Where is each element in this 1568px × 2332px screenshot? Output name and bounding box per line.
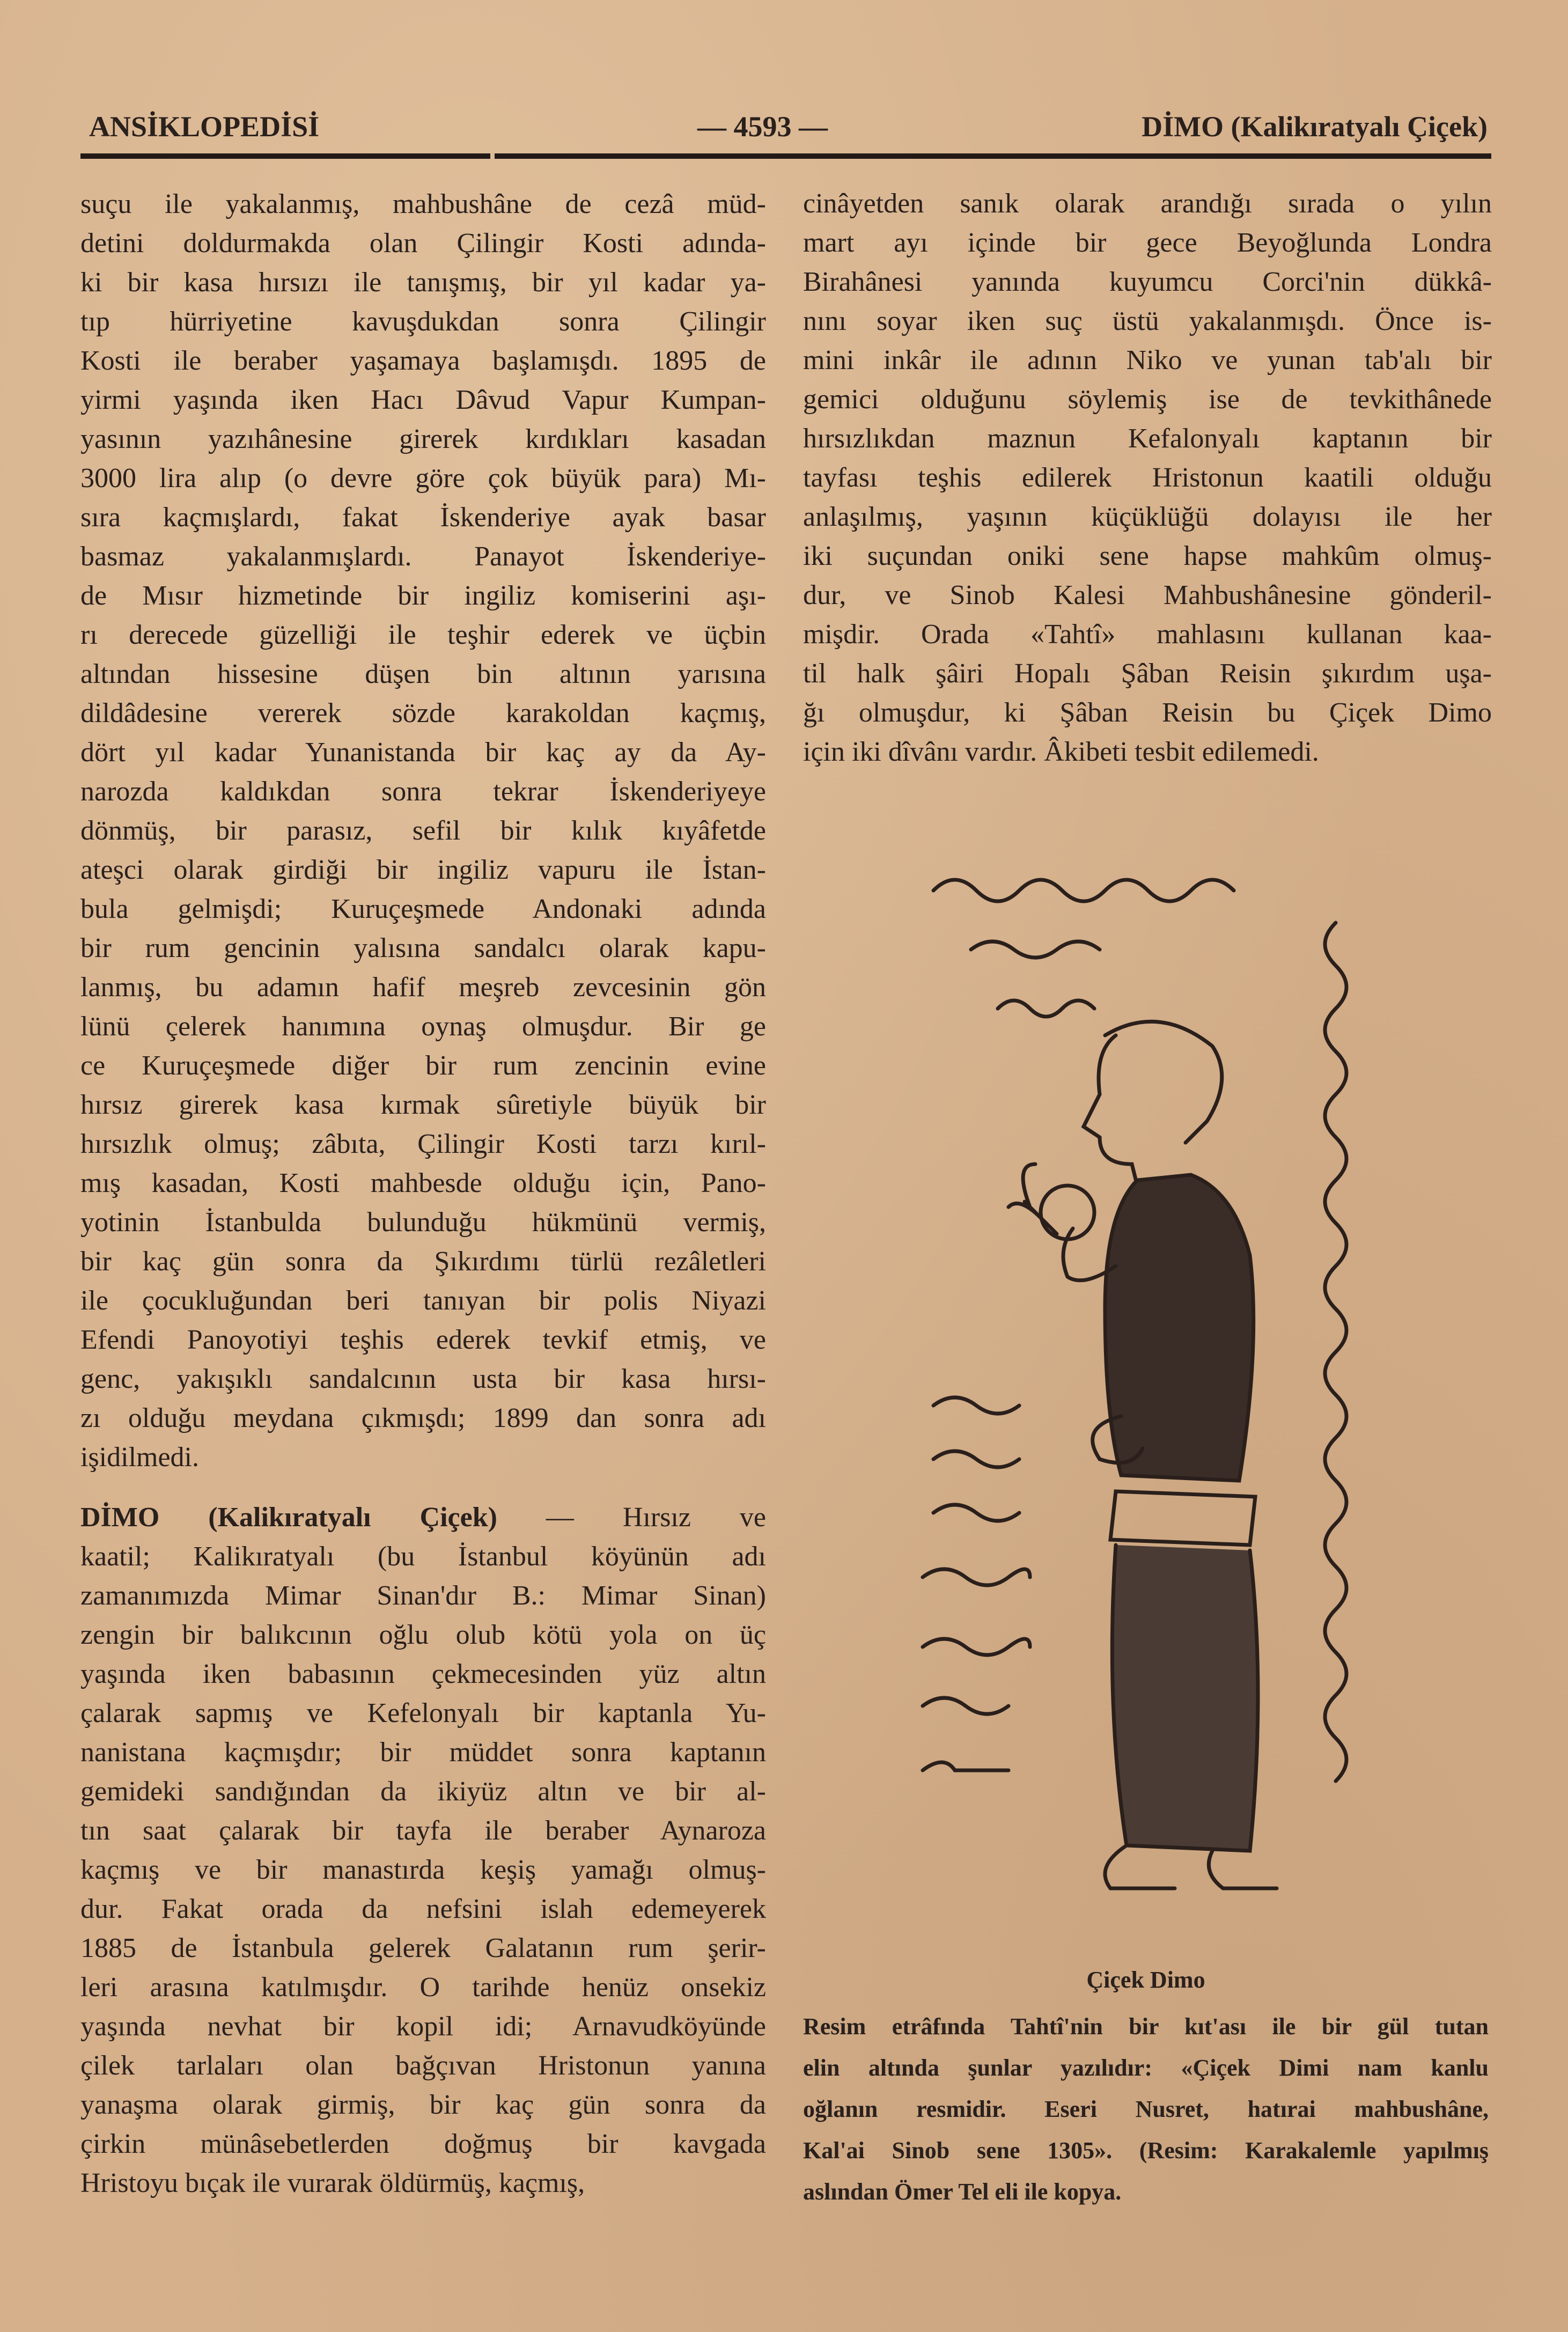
face-profile — [1084, 1035, 1137, 1186]
text-line: leri arasına katılmışdır. O tarihde henüz onsekiz — [80, 1972, 766, 2003]
caption-line: aslından Ömer Tel eli ile kopya. — [803, 2179, 1122, 2205]
text-line: dört yıl kadar Yunanistanda bir kaç ay da Ay- — [80, 737, 766, 768]
text-line: tın saat çalarak bir tayfa ile beraber Aynaroza — [80, 1815, 766, 1846]
text-line: hırsızlık olmuş; zâbıta, Çilingir Kosti tarzı kırıl- — [80, 1129, 766, 1159]
text-line: til halk şâiri Hopalı Şâban Reisin şıkırdım uşa- — [803, 658, 1492, 689]
text-line: zengin bir balıkcının oğlu olub kötü yola on üç — [80, 1620, 766, 1650]
caption-line: elin altında şunlar yazılıdır: «Çiçek Dimi nam kanlu — [803, 2055, 1489, 2081]
text-line: sıra kaçmışlardı, fakat İskenderiye ayak basar — [80, 502, 766, 533]
text-line: nını soyar iken suç üstü yakalanmışdı. Önce is- — [803, 306, 1492, 336]
text-line: basmaz yakalanmışlardı. Panayot İskenderiye- — [80, 541, 766, 572]
text-line: narozda kaldıkdan sonra tekrar İskenderiyeye — [80, 776, 766, 807]
text-line: yanaşma olarak girmiş, bir kaç gün sonra da — [80, 2090, 766, 2120]
text-line: 1885 de İstanbula gelerek Galatanın rum şerir- — [80, 1933, 766, 1963]
text-line: ateşci olarak girdiği bir ingiliz vapuru ile İstan- — [80, 855, 766, 885]
hair — [1105, 1021, 1222, 1143]
text-line: altından hissesine düşen bin altının yarısına — [80, 659, 766, 689]
text-line: cinâyetden sanık olarak arandığı sırada o yılın — [803, 188, 1492, 219]
text-line: çilek tarlaları olan bağçıvan Hristonun yanına — [80, 2050, 766, 2081]
figure-caption — [803, 2006, 1489, 2212]
text-line: Hristoyu bıçak ile vurarak öldürmüş, kaçmış, — [80, 2168, 585, 2198]
text-line: mini inkâr ile adının Niko ve yunan tab'alı bir — [803, 345, 1492, 376]
portrait-drawing — [890, 858, 1384, 1953]
text-line: zı olduğu meydana çıkmışdı; 1899 dan sonra adı — [80, 1403, 766, 1433]
entry-body — [80, 1537, 766, 2203]
text-line: tıp hürriyetine kavuşdukdan sonra Çilingir — [80, 306, 766, 337]
text-line: yirmi yaşında iken Hacı Dâvud Vapur Kumpan- — [80, 385, 766, 415]
text-line: ce Kuruçeşmede diğer bir rum zencinin evine — [80, 1050, 766, 1081]
text-line: dur, ve Sinob Kalesi Mahbushânesine gönderil- — [803, 580, 1492, 610]
running-head-right: DİMO (Kalikıratyalı Çiçek) — [1142, 111, 1488, 143]
text-line: hırsızlıkdan maznun Kefalonyalı kaptanın bir — [803, 423, 1492, 454]
text-line: iki suçundan oniki sene hapse mahkûm olmuş- — [803, 541, 1492, 571]
text-line: ki bir kasa hırsızı ile tanışmış, bir yıl kadar ya- — [80, 267, 766, 298]
portrait-illustration — [890, 858, 1384, 1953]
text-line: 3000 lira alıp (o devre göre çok büyük para) Mı- — [80, 463, 766, 494]
text-line: Kosti ile beraber yaşamaya başlamışdı. 1895 de — [80, 345, 766, 376]
text-line: gemideki sandığından da ikiyüz altın ve bir al- — [80, 1776, 766, 1807]
text-line: suçu ile yakalanmış, mahbushâne de cezâ müd- — [80, 189, 766, 219]
text-line: dur. Fakat orada da nefsini islah edemeyerek — [80, 1894, 766, 1924]
calligraphy-inscription — [923, 1397, 1030, 1770]
text-line: gemici olduğunu söylemiş ise de tevkithânede — [803, 384, 1492, 415]
text-line: tayfası teşhis edilerek Hristonun kaatili olduğu — [803, 462, 1492, 493]
text-line: anlaşılmış, yaşının küçüklüğü dolayısı ile her — [803, 502, 1492, 532]
rose-stem — [1008, 1164, 1057, 1234]
text-line: ğı olmuşdur, ki Şâban Reisin bu Çiçek Dimo — [803, 697, 1492, 728]
text-line: lanmış, bu adamın hafif meşreb zevcesinin gön — [80, 972, 766, 1003]
text-line: işidilmedi. — [80, 1442, 199, 1473]
text-line: Efendi Panoyotiyi teşhis ederek tevkif etmiş, ve — [80, 1325, 766, 1355]
caption-line: Kal'ai Sinob sene 1305». (Resim: Karakalemle yapılmış — [803, 2137, 1489, 2164]
calligraphy-top — [933, 880, 1234, 901]
entry-heading-rest: — Hırsız ve — [497, 1502, 766, 1533]
header-rule-left — [80, 153, 490, 159]
trousers — [1112, 1545, 1258, 1851]
text-line: genc, yakışıklı sandalcının usta bir kasa hırsı- — [80, 1364, 766, 1394]
caption-line: Resim etrâfında Tahtî'nin bir kıt'ası ile bir gül tutan — [803, 2013, 1489, 2040]
text-line: çalarak sapmış ve Kefelonyalı bir kaptanla Yu- — [80, 1698, 766, 1728]
text-line: çirkin münâsebetlerden doğmuş bir kavgada — [80, 2129, 766, 2159]
text-line: mış kasadan, Kosti mahbesde olduğu için, Pano- — [80, 1168, 766, 1198]
sash — [1110, 1491, 1255, 1545]
text-line: için iki dîvânı vardır. Âkibeti tesbit edilemedi. — [803, 737, 1319, 767]
text-line: bir kaç gün sonra da Şıkırdımı türlü rezâletleri — [80, 1246, 766, 1277]
right-column — [803, 184, 1492, 771]
entry-heading-line — [80, 1498, 766, 1537]
text-line: rı derecede güzelliği ile teşhir ederek ve üçbin — [80, 620, 766, 650]
text-line: mişdir. Orada «Tahtî» mahlasını kullanan kaa- — [803, 619, 1492, 650]
text-line: kaatil; Kalikıratyalı (bu İstanbul köyünün adı — [80, 1541, 766, 1572]
calligraphy-right — [1325, 923, 1346, 1781]
page-number: — 4593 — — [697, 111, 828, 143]
figure-caption-title: Çiçek Dimo — [1086, 1967, 1205, 1993]
text-line: zamanımızda Mimar Sinan'dır B.: Mimar Sinan) — [80, 1580, 766, 1611]
text-line: yaşında nevhat bir kopil idi; Arnavudköyünde — [80, 2011, 766, 2042]
text-line: yasının yazıhânesine girerek kırdıkları kasadan — [80, 424, 766, 454]
text-line: detini doldurmakda olan Çilingir Kosti adında- — [80, 228, 766, 259]
text-line: dildâdesine vererek sözde karakoldan kaçmış, — [80, 698, 766, 729]
entry-heading: DİMO (Kalikıratyalı Çiçek) — [80, 1502, 497, 1533]
text-line: bula gelmişdi; Kuruçeşmede Andonaki adında — [80, 894, 766, 924]
text-line: dönmüş, bir parasız, sefil bir kılık kıyâfetde — [80, 815, 766, 846]
left-column-part-2 — [80, 1498, 766, 2203]
text-line: Birahânesi yanında kuyumcu Corci'nin dükkâ- — [803, 267, 1492, 297]
text-line: lünü çelerek hanımına oynaş olmuşdur. Bir ge — [80, 1011, 766, 1042]
text-line: de Mısır hizmetinde bir ingiliz komiserini aşı- — [80, 580, 766, 611]
vest — [1105, 1175, 1254, 1481]
text-line: bir rum gencinin yalısına sandalcı olarak kapu- — [80, 933, 766, 963]
rose — [1041, 1186, 1094, 1239]
caption-line: oğlanın resmidir. Eseri Nusret, hatırai mahbushâne, — [803, 2096, 1489, 2122]
text-line: nanistana kaçmışdır; bir müddet sonra kaptanın — [80, 1737, 766, 1768]
text-line: yotinin İstanbulda bulunduğu hükmünü vermiş, — [80, 1207, 766, 1238]
text-line: ile çocukluğundan beri tanıyan bir polis Niyazi — [80, 1285, 766, 1316]
text-line: kaçmış ve bir manastırda keşiş yamağı olmuş- — [80, 1855, 766, 1885]
text-line: mart ayı içinde bir gece Beyoğlunda Londra — [803, 227, 1492, 258]
header-rule-right — [495, 153, 1491, 159]
running-head-left: ANSİKLOPEDİSİ — [89, 111, 320, 143]
text-line: hırsız girerek kasa kırmak sûretiyle büyük bir — [80, 1090, 766, 1120]
left-column-part-1 — [80, 185, 766, 1477]
text-line: yaşında iken babasının çekmecesinden yüz altın — [80, 1659, 766, 1689]
